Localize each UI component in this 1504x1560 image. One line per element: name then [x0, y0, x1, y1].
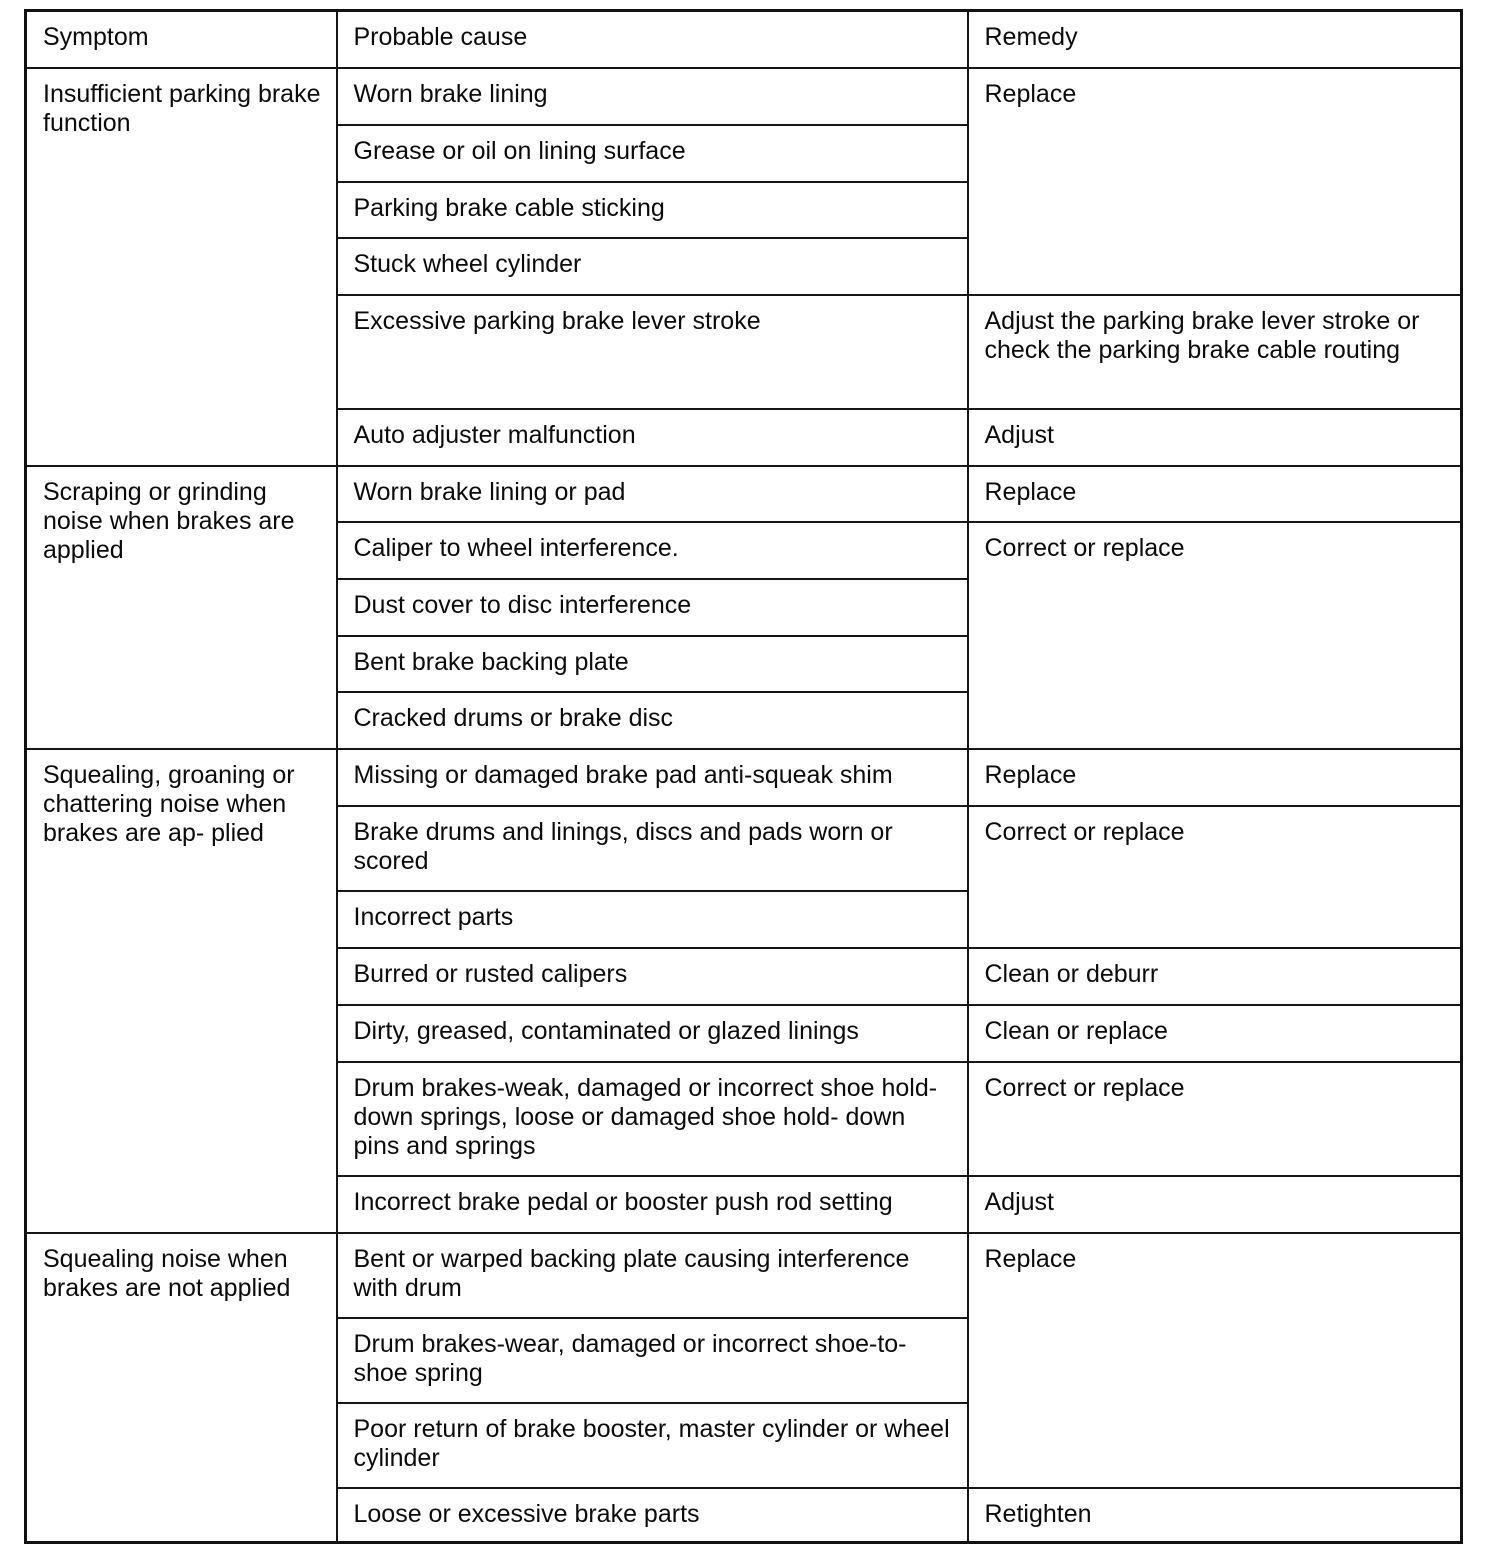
header-row — [26, 11, 1462, 68]
remedy-cell: Adjust the parking brake lever stroke or check the parking brake cable routing — [968, 295, 1462, 409]
cause-cell: Bent or warped backing plate causing interference with drum — [337, 1233, 968, 1318]
remedy-cell: Correct or replace — [968, 522, 1462, 749]
cause-cell: Excessive parking brake lever stroke — [337, 295, 968, 409]
cause-cell: Drum brakes-weak, damaged or incorrect shoe hold-down springs, loose or damaged shoe hold- down pins and springs — [337, 1062, 968, 1176]
cause-cell: Grease or oil on lining surface — [337, 125, 968, 182]
symptom-cell: Squealing noise when brakes are not applied — [26, 1233, 337, 1543]
cause-cell: Incorrect parts — [337, 891, 968, 948]
cause-cell: Caliper to wheel interference. — [337, 522, 968, 579]
table-row — [26, 1233, 1462, 1318]
cause-cell: Burred or rusted calipers — [337, 948, 968, 1005]
header-probable-cause: Probable cause — [337, 11, 968, 68]
remedy-cell: Correct or replace — [968, 1062, 1462, 1176]
cause-cell: Brake drums and linings, discs and pads worn or scored — [337, 806, 968, 891]
cause-cell: Dirty, greased, contaminated or glazed linings — [337, 1005, 968, 1062]
cause-cell: Worn brake lining or pad — [337, 466, 968, 522]
cause-cell: Worn brake lining — [337, 68, 968, 125]
cause-cell: Dust cover to disc interference — [337, 579, 968, 636]
remedy-cell: Replace — [968, 749, 1462, 806]
cause-cell: Incorrect brake pedal or booster push rod setting — [337, 1176, 968, 1233]
header-symptom: Symptom — [26, 11, 337, 68]
remedy-cell: Replace — [968, 1233, 1462, 1488]
table-row — [26, 749, 1462, 806]
troubleshooting-table — [24, 9, 1463, 1544]
cause-cell: Cracked drums or brake disc — [337, 692, 968, 749]
cause-cell: Loose or excessive brake parts — [337, 1488, 968, 1543]
cause-cell: Parking brake cable sticking — [337, 182, 968, 238]
remedy-cell: Correct or replace — [968, 806, 1462, 948]
cause-cell: Auto adjuster malfunction — [337, 409, 968, 466]
remedy-cell: Replace — [968, 466, 1462, 522]
remedy-cell: Replace — [968, 68, 1462, 295]
remedy-cell: Clean or replace — [968, 1005, 1462, 1062]
table-row — [26, 466, 1462, 522]
remedy-cell: Retighten — [968, 1488, 1462, 1543]
table-row — [26, 68, 1462, 125]
symptom-cell: Scraping or grinding noise when brakes are applied — [26, 466, 337, 749]
cause-cell: Stuck wheel cylinder — [337, 238, 968, 295]
cause-cell: Poor return of brake booster, master cylinder or wheel cylinder — [337, 1403, 968, 1488]
symptom-cell: Insufficient parking brake function — [26, 68, 337, 466]
remedy-cell: Adjust — [968, 1176, 1462, 1233]
troubleshooting-sheet — [24, 9, 1463, 1544]
remedy-cell: Adjust — [968, 409, 1462, 466]
cause-cell: Missing or damaged brake pad anti-squeak shim — [337, 749, 968, 806]
remedy-cell: Clean or deburr — [968, 948, 1462, 1005]
cause-cell: Bent brake backing plate — [337, 636, 968, 692]
header-remedy: Remedy — [968, 11, 1462, 68]
cause-cell: Drum brakes-wear, damaged or incorrect shoe-to- shoe spring — [337, 1318, 968, 1403]
symptom-cell: Squealing, groaning or chattering noise when brakes are ap- plied — [26, 749, 337, 1233]
